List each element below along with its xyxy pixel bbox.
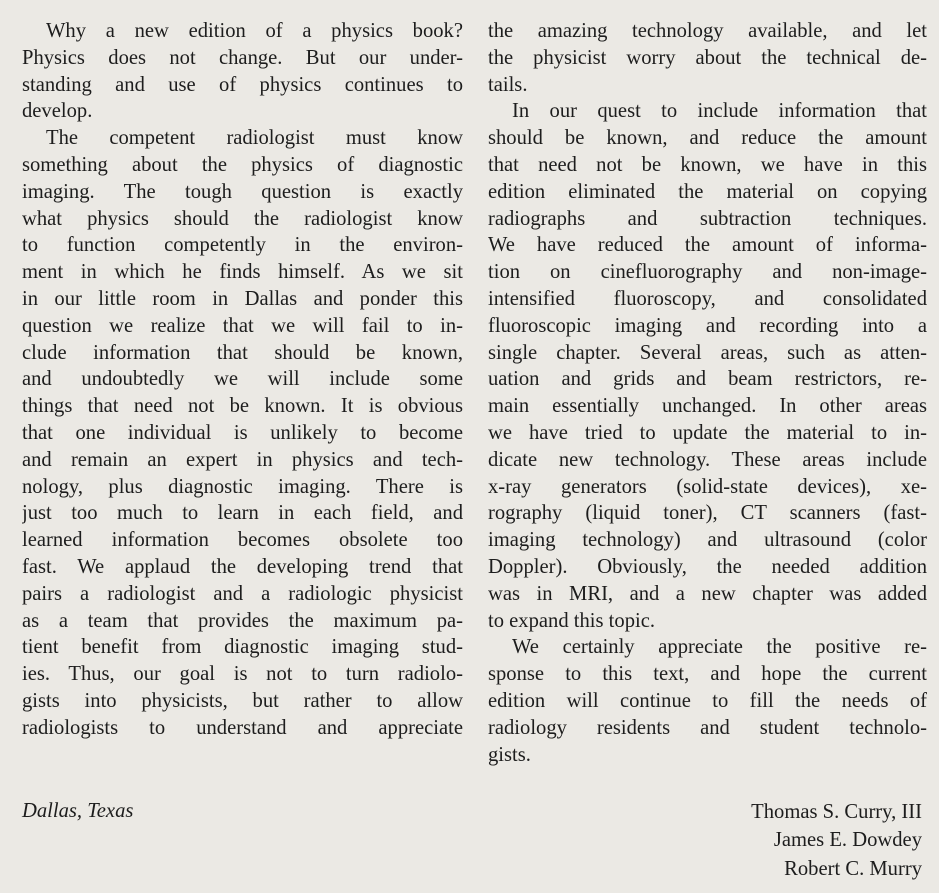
author-name: Robert C. Murry: [784, 857, 922, 880]
text-line: tails.: [488, 73, 528, 96]
right-text-column: [488, 18, 927, 768]
text-line: imaging technology) and ultrasound (color: [488, 529, 927, 552]
text-line: to expand this topic.: [488, 609, 656, 632]
text-line: gists.: [488, 743, 531, 766]
text-line: tion on cinefluorography and non-image-: [488, 261, 927, 284]
text-line: fast. We applaud the developing trend that: [22, 555, 463, 578]
text-line: Physics does not change. But our under-: [22, 46, 463, 69]
text-line: ment in which he finds himself. As we sit: [22, 261, 463, 284]
text-line: develop.: [22, 100, 93, 123]
text-line: radiographs and subtraction techniques.: [488, 207, 927, 230]
text-line: things that need not be known. It is obvious: [22, 395, 463, 418]
text-line: as a team that provides the maximum pa-: [22, 609, 463, 632]
text-line: radiologists to understand and appreciate: [22, 716, 463, 739]
text-line: In our quest to include information that: [512, 100, 927, 123]
text-line: edition eliminated the material on copying: [488, 180, 927, 203]
author-signatures: [751, 798, 922, 883]
text-line: ies. Thus, our goal is not to turn radiolo-: [22, 663, 463, 686]
text-line: Why a new edition of a physics book?: [46, 20, 463, 42]
text-line: nology, plus diagnostic imaging. There is: [22, 475, 463, 498]
text-line: uation and grids and beam restrictors, re-: [488, 368, 927, 391]
text-line: single chapter. Several areas, such as atten-: [488, 341, 927, 364]
text-line: to function competently in the environ-: [22, 234, 463, 257]
text-line: pairs a radiologist and a radiologic physicist: [22, 582, 463, 605]
text-line: question we realize that we will fail to in-: [22, 314, 463, 337]
text-line: imaging. The tough question is exactly: [22, 180, 463, 203]
text-line: and undoubtedly we will include some: [22, 368, 463, 391]
text-line: Doppler). Obviously, the needed addition: [488, 555, 927, 578]
text-line: clude information that should be known,: [22, 341, 463, 364]
text-line: We have reduced the amount of informa-: [488, 234, 927, 257]
text-line: sponse to this text, and hope the current: [488, 663, 927, 686]
text-line: tient benefit from diagnostic imaging stud-: [22, 636, 463, 659]
text-line: rography (liquid toner), CT scanners (fast-: [488, 502, 927, 525]
text-line: that one individual is unlikely to become: [22, 421, 463, 444]
text-line: something about the physics of diagnostic: [22, 153, 463, 176]
text-line: We certainly appreciate the positive re-: [512, 636, 927, 659]
text-line: we have tried to update the material to in-: [488, 421, 927, 444]
text-line: radiology residents and student technolo-: [488, 716, 927, 739]
text-line: x-ray generators (solid-state devices), xe-: [488, 475, 927, 498]
text-line: main essentially unchanged. In other areas: [488, 395, 927, 418]
text-line: was in MRI, and a new chapter was added: [488, 582, 927, 605]
text-line: and remain an expert in physics and tech-: [22, 448, 463, 471]
text-line: the physicist worry about the technical de-: [488, 46, 927, 69]
text-line: dicate new technology. These areas include: [488, 448, 927, 471]
text-line: just too much to learn in each field, and: [22, 502, 463, 525]
place-signoff: Dallas, Texas: [22, 800, 134, 822]
author-name: Thomas S. Curry, III: [751, 801, 922, 823]
text-line: The competent radiologist must know: [46, 127, 463, 150]
text-line: in our little room in Dallas and ponder this: [22, 287, 463, 310]
text-line: what physics should the radiologist know: [22, 207, 463, 230]
text-line: standing and use of physics continues to: [22, 73, 463, 96]
text-line: should be known, and reduce the amount: [488, 127, 927, 150]
text-line: gists into physicists, but rather to allow: [22, 689, 463, 712]
text-line: intensified fluoroscopy, and consolidated: [488, 287, 927, 310]
text-line: that need not be known, we have in this: [488, 153, 927, 176]
author-name: James E. Dowdey: [773, 829, 922, 852]
left-text-column: [22, 18, 463, 742]
text-line: edition will continue to fill the needs of: [488, 689, 927, 712]
text-line: the amazing technology available, and let: [488, 20, 927, 42]
text-line: learned information becomes obsolete too: [22, 529, 463, 552]
text-line: fluoroscopic imaging and recording into a: [488, 314, 927, 337]
